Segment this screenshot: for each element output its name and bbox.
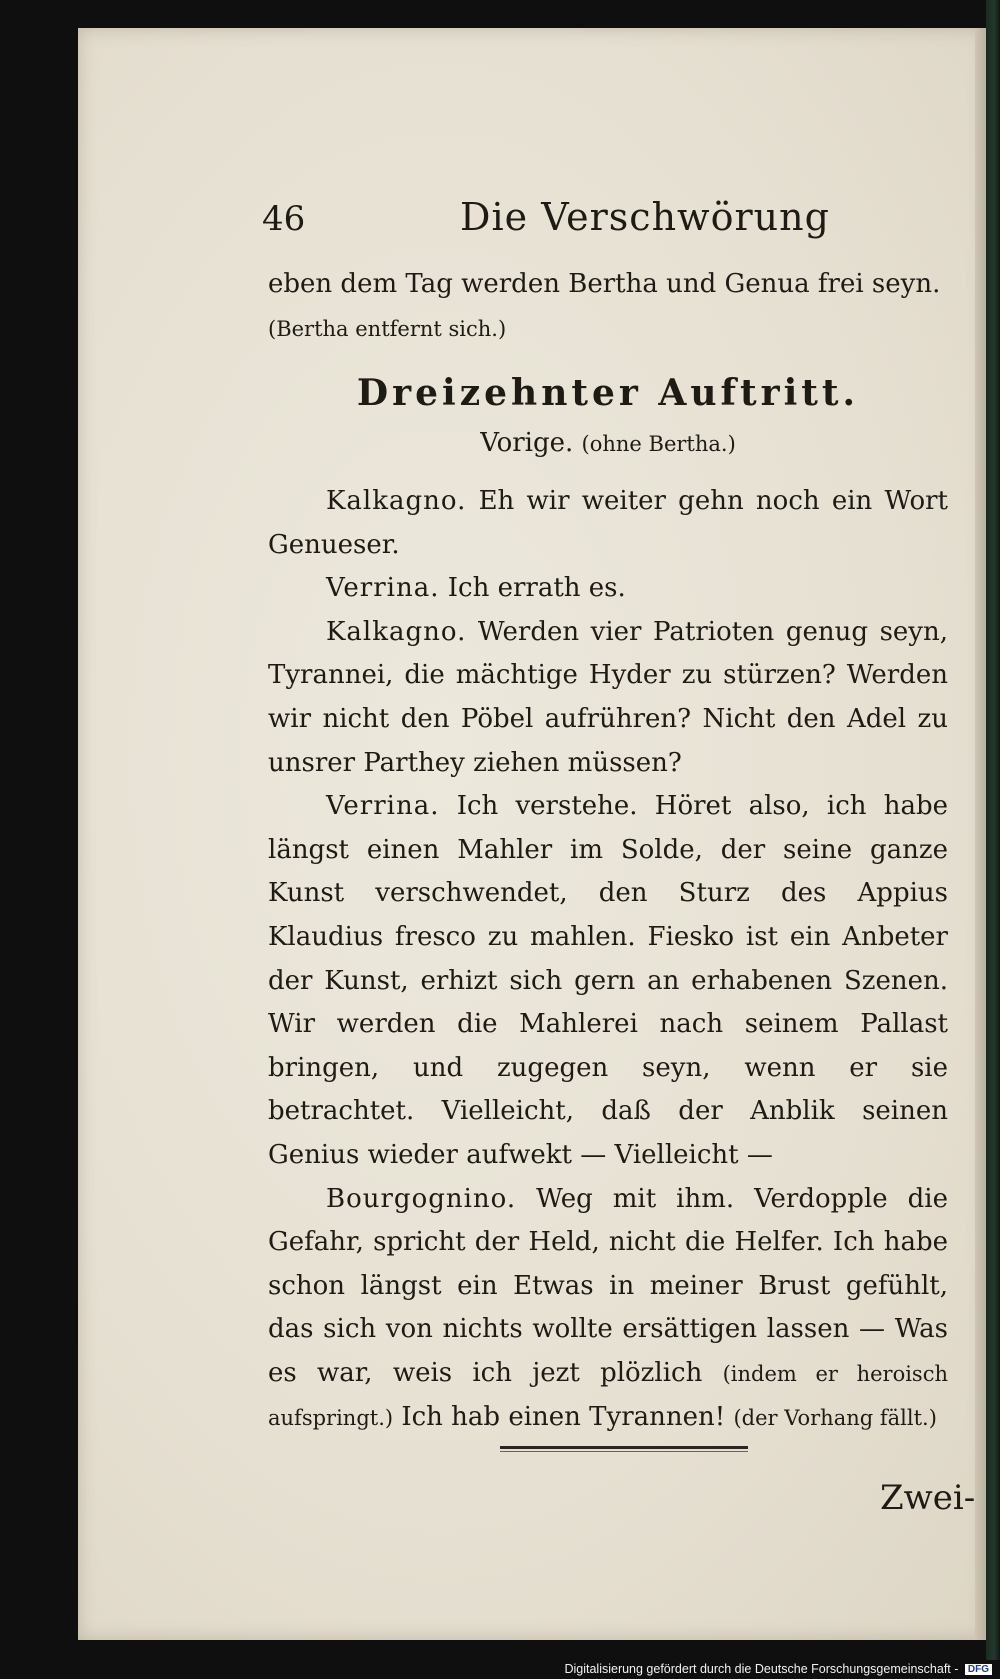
cast-label: Vorige. bbox=[480, 428, 574, 458]
speech-text: Werden vier Patrioten genug seyn, Tyrannei, die mächtige Hyder zu stürzen? Werden wir nicht den Pöbel aufrühren? Nicht den Adel zu unsrer Parthey ziehen müssen? bbox=[268, 616, 949, 778]
end-rule-thin bbox=[500, 1451, 748, 1452]
speech-text: Weg mit ihm. Verdopple die Gefahr, spricht der Held, nicht die Helfer. Ich habe schon längst ein Etwas in meiner Brust gefühlt, das sich von nichts wollte ersättigen lassen — Was es war, weis ich jezt plözlich bbox=[268, 1183, 948, 1388]
speech-text: Eh wir weiter gehn noch ein Wort Genueser. bbox=[268, 486, 948, 560]
opening-text bbox=[268, 262, 948, 352]
dialogue bbox=[268, 480, 948, 1441]
page-edge bbox=[975, 28, 986, 1640]
speaker-name: Verrina. bbox=[326, 791, 440, 822]
speech bbox=[268, 611, 948, 785]
scene-cast bbox=[268, 428, 948, 458]
end-rule bbox=[500, 1446, 748, 1449]
opening-line: eben dem Tag werden Bertha und Genua frei seyn. bbox=[268, 269, 941, 299]
cast-direction: (ohne Bertha.) bbox=[581, 432, 736, 456]
speaker-name: Kalkagno. bbox=[326, 486, 467, 516]
digitization-footer bbox=[564, 1662, 992, 1676]
speech-text: Ich hab einen Tyrannen! bbox=[401, 1402, 726, 1433]
speech-text: Ich errath es. bbox=[447, 573, 626, 604]
speech bbox=[268, 1178, 948, 1442]
stage-direction: (der Vorhang fällt.) bbox=[733, 1406, 937, 1431]
footer-text: Digitalisierung gefördert durch die Deutsche Forschungsgemeinschaft - bbox=[564, 1662, 959, 1676]
speech bbox=[268, 567, 948, 611]
stage-direction: (indem er heroisch aufspringt.) bbox=[268, 1361, 948, 1431]
speech bbox=[268, 480, 948, 567]
dfg-logo: DFG bbox=[965, 1664, 992, 1675]
book-spine bbox=[986, 0, 1000, 1660]
speaker-name: Bourgognino. bbox=[326, 1183, 517, 1214]
stage-direction: (Bertha entfernt sich.) bbox=[268, 317, 507, 341]
catchword: Zwei- bbox=[880, 1478, 976, 1518]
speech bbox=[268, 785, 948, 1177]
speaker-name: Verrina. bbox=[326, 573, 440, 604]
speech-text: Ich verstehe. Höret also, ich habe längst einen Mahler im Solde, der seine ganze Kunst verschwendet, den Sturz des Appius Klaudius fresco zu mahlen. Fiesko ist ein Anbeter der Kunst, erhizt sich gern an erhabenen Szenen. Wir werden die Mahlerei nach seinem Pallast bringen, und zugegen seyn, wenn er sie betrachtet. Vielleicht, daß der Anblik seinen Genius wieder aufwekt — Vielleicht — bbox=[268, 791, 948, 1170]
page-number: 46 bbox=[262, 199, 306, 239]
page-header bbox=[262, 195, 962, 251]
scene-title: Dreizehnter Auftritt. bbox=[356, 372, 860, 414]
speaker-name: Kalkagno. bbox=[326, 616, 467, 647]
running-head: Die Verschwörung bbox=[460, 195, 830, 239]
